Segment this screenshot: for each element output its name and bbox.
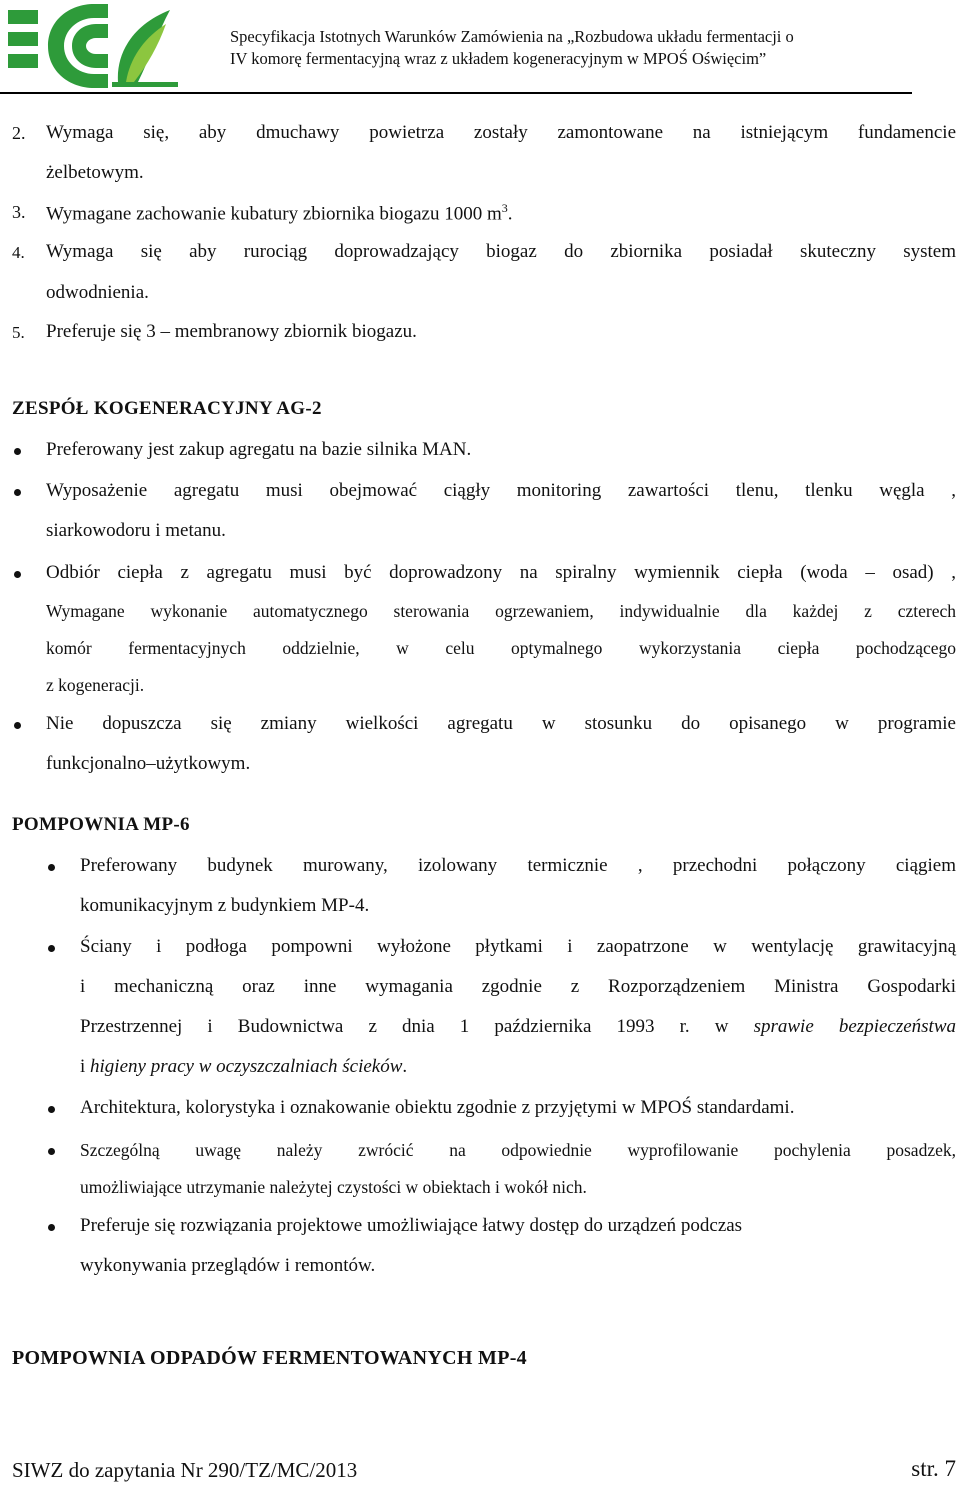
bullet-text: z kogeneracji. (46, 675, 145, 695)
page-header (0, 0, 960, 95)
bullet-icon (14, 489, 21, 496)
list-item-text: Preferuje się 3 – membranowy zbiornik biogazu. (46, 321, 417, 342)
bullet-icon (14, 722, 21, 729)
bullet-text: Odbiór ciepła z agregatu musi być doprowadzony na spiralny wymiennik ciepła (woda – osad) , (46, 562, 956, 583)
bullet-text: funkcjonalno–użytkowym. (46, 753, 251, 774)
bullet-icon (48, 1148, 55, 1155)
document-title-line-2: IV komorę fermentacyjną wraz z układem kogeneracyjnym w MPOŚ Oświęcim” (230, 49, 767, 68)
bullet-icon (14, 448, 21, 455)
bullet-text: Nie dopuszcza się zmiany wielkości agregatu w stosunku do opisanego w programie (46, 713, 956, 734)
bullet-text-part: i (80, 1056, 86, 1077)
italic-text: higieny pracy w oczyszczalniach ścieków (90, 1056, 403, 1077)
bullet-text: Preferowany budynek murowany, izolowany termicznie , przechodni połączony ciągiem (80, 855, 956, 876)
bullet-text: siarkowodoru i metanu. (46, 520, 226, 541)
bullet-text: Ściany i podłoga pompowni wyłożone płytkami i zaopatrzone w wentylację grawitacyjną (80, 936, 956, 957)
list-number: 2. (12, 123, 26, 143)
list-item-text (46, 201, 956, 225)
list-number: 4. (12, 243, 25, 262)
list-item-text: odwodnienia. (46, 282, 149, 303)
section-heading-cogeneration: ZESPÓŁ KOGENERACYJNY AG-2 (12, 398, 322, 419)
bullet-icon (48, 945, 55, 952)
footer-reference: SIWZ do zapytania Nr 290/TZ/MC/2013 (12, 1458, 358, 1482)
bullet-text: komór fermentacyjnych oddzielnie, w celu optymalnego wykorzystania ciepła pochodzącego (46, 638, 956, 658)
bullet-text (80, 1056, 956, 1078)
header-divider (0, 92, 912, 94)
bullet-text: Preferowany jest zakup agregatu na bazie silnika MAN. (46, 439, 472, 460)
superscript: 3 (501, 201, 508, 215)
bullet-text (80, 1016, 956, 1038)
section-heading-mp6: POMPOWNIA MP-6 (12, 814, 190, 835)
list-item-text: Wymaga się aby rurociąg doprowadzający biogaz do zbiornika posiadał skuteczny system (46, 241, 956, 262)
list-number: 5. (12, 323, 25, 342)
section-heading-mp4: POMPOWNIA ODPADÓW FERMENTOWANYCH MP-4 (12, 1347, 527, 1369)
bullet-icon (48, 1224, 55, 1231)
document-title-line-1: Specyfikacja Istotnych Warunków Zamówienia na „Rozbudowa układu fermentacji o (230, 27, 794, 46)
bullet-text: Preferuje się rozwiązania projektowe umożliwiające łatwy dostęp do urządzeń podczas (80, 1215, 743, 1236)
bullet-icon (14, 571, 21, 578)
list-item-text-tail: . (507, 203, 513, 225)
italic-text: sprawie bezpieczeństwa (753, 1016, 957, 1037)
list-item-text-main: Wymagane zachowanie kubatury zbiornika biogazu 1000 m (46, 203, 502, 225)
company-logo (8, 2, 180, 90)
bullet-text: wykonywania przeglądów i remontów. (80, 1255, 376, 1276)
document-title (230, 26, 955, 70)
bullet-text: Wyposażenie agregatu musi obejmować ciągły monitoring zawartości tlenu, tlenku węgla , (46, 480, 956, 501)
bullet-text-part: . (402, 1056, 408, 1077)
bullet-icon (48, 864, 55, 871)
bullet-text: Architektura, kolorystyka i oznakowanie obiektu zgodnie z przyjętymi w MPOŚ standardami. (80, 1097, 795, 1118)
bullet-text-part: Przestrzennej i Budownictwa z dnia 1 października 1993 r. w (80, 1016, 729, 1037)
page-number: str. 7 (911, 1456, 956, 1481)
list-number: 3. (12, 202, 26, 222)
bullet-icon (48, 1106, 55, 1113)
bullet-text: komunikacyjnym z budynkiem MP-4. (80, 895, 370, 916)
bullet-text: i mechaniczną oraz inne wymagania zgodnie z Rozporządzeniem Ministra Gospodarki (80, 976, 956, 997)
list-item-text: Wymaga się, aby dmuchawy powietrza zostały zamontowane na istniejącym fundamencie (46, 122, 956, 143)
bullet-text: umożliwiające utrzymanie należytej czystości w obiektach i wokół nich. (80, 1177, 587, 1197)
bullet-text: Wymagane wykonanie automatycznego sterowania ogrzewaniem, indywidualnie dla każdej z czterech (46, 601, 956, 621)
list-item-text: żelbetowym. (46, 162, 144, 183)
bullet-text: Szczególną uwagę należy zwrócić na odpowiednie wyprofilowanie pochylenia posadzek, (80, 1140, 956, 1160)
